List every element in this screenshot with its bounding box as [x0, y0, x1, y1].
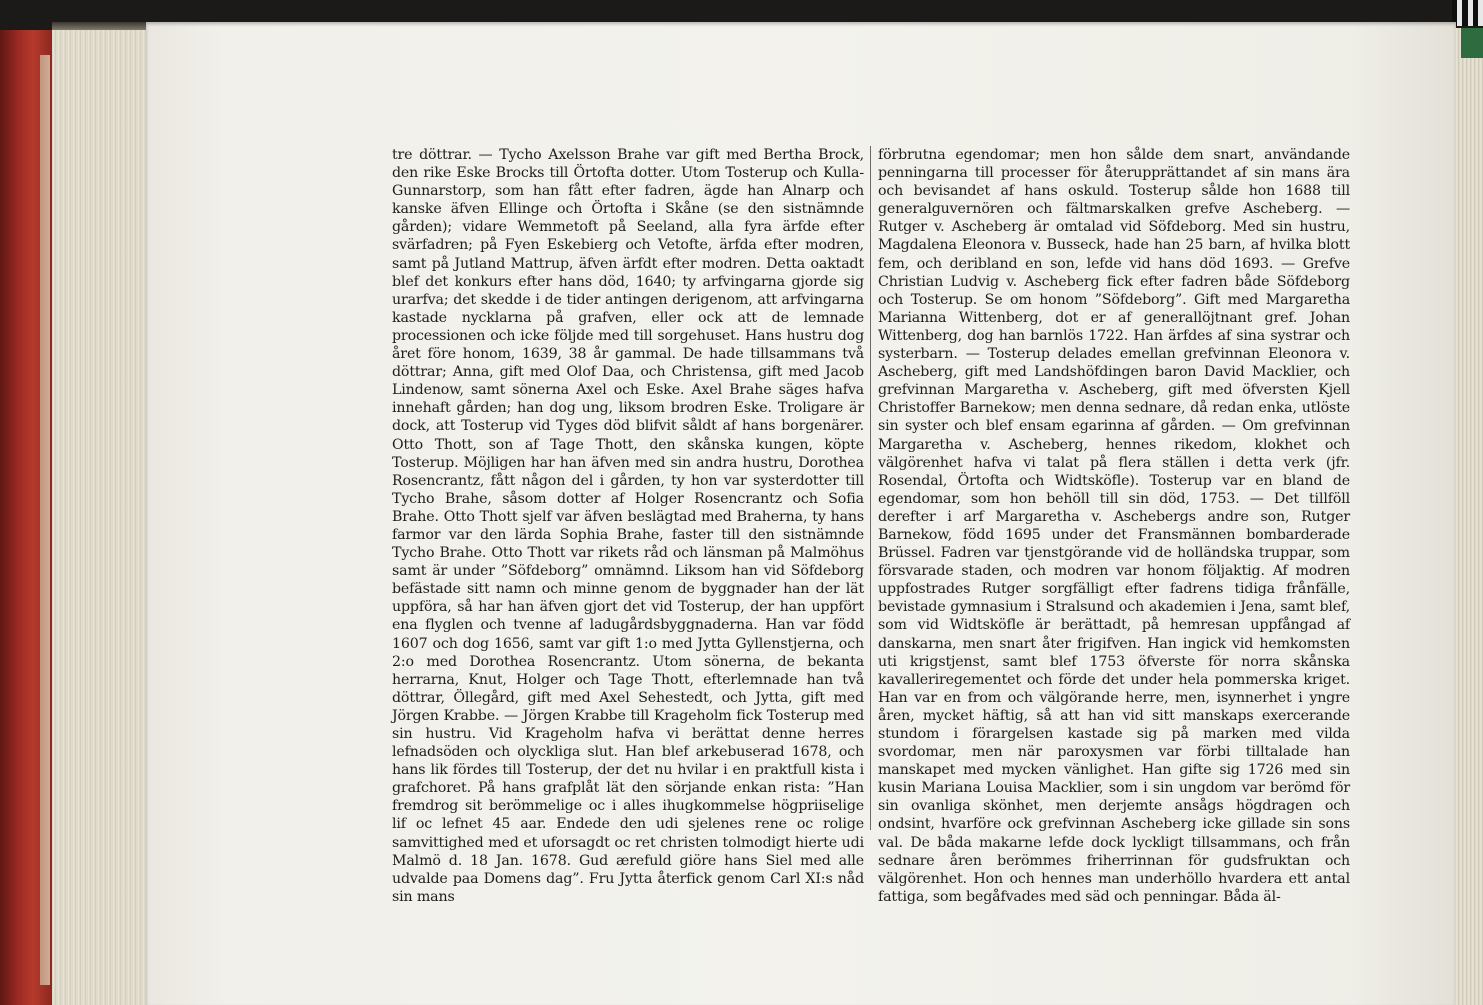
cover-edge: [40, 55, 50, 985]
page-stack-right: [1455, 28, 1483, 1005]
green-spine-mark: [1461, 28, 1483, 58]
text-column-right: [878, 146, 1350, 906]
book-cover: [0, 30, 60, 1005]
calibration-ruler: [1452, 0, 1483, 26]
text-column-left: [392, 146, 864, 906]
page-stack-left: [52, 30, 148, 1005]
column-divider: [870, 146, 871, 830]
right-column-text: förbrutna egendomar; men hon sålde dem snart, användande penningarna till processer för återupprättandet af sin mans ära och bevisandet af hans oskuld. Tosterup sålde hon 1688 till generalguvernören och fältmarskalken grefve Ascheberg. — Rutger v. Ascheberg är omtalad vid Söfdeborg. Med sin hustru, Magdalena Eleonora v. Busseck, hade han 25 barn, af hvilka blott fem, och deribland en son, lefde vid hans död 1693. — Grefve Christian Ludvig v. Ascheberg fick efter fadren både Söfdeborg och Tosterup. Se om honom ”Söfdeborg”. Gift med Margaretha Marianna Wittenberg, dot er af generallöjtnant gref. Johan Wittenberg, dog han barnlös 1722. Han ärfdes af sina systrar och systerbarn. — Tosterup delades emellan grefvinnan Eleonora v. Ascheberg, gift med Landshöfdingen baron David Macklier, och grefvinnan Margaretha v. Ascheberg, gift med öfversten Kjell Christoffer Barnekow; men denna sednare, då redan enka, utlöste sin syster och blef ensam egarinna af gården. — Om grefvinnan Margaretha v. Ascheberg, hennes rikedom, klokhet och välgörenhet hafva vi talat på flera ställen i detta verk (jfr. Rosendal, Örtofta och Widtsköfle). Tosterup var en bland de egendomar, som hon behöll till sin död, 1753. — Det tillföll derefter i arf Margaretha v. Aschebergs andre son, Rutger Barnekow, född 1695 under det Fransmännen bombarderade Brüssel. Fadren var tjenstgörande vid de holländska truppar, som försvarade staden, och modren var honom följaktig. Af modren uppfostrades Rutger sorgfälligt efter fadrens tidiga frånfälle, bevistade gymnasium i Stralsund och akademien i Jena, samt blef, som vid Widtsköfle är berättadt, på hemresan uppfångad af danskarna, men snart åter frigifven. Han ingick vid hemkomsten uti krigstjenst, samt blef 1753 öfverste för norra skånska kavalleriregementet och förde det under hela pommerska kriget. Han var en from och välgörande herre, men, isynnerhet i yngre åren, mycket häftig, så att han vid sitt manskaps exercerande stundom i förargelsen kastade sig på marken med vilda svordomar, men när paroxysmen var förbi tilltalade han manskapet med mycken vänlighet. Han gifte sig 1726 med sin kusin Mariana Louisa Macklier, som i sin ungdom var berömd för sin ovanliga skönhet, men derjemte ansågs högdragen och ondsint, hvarföre ock grefvinnan Ascheberg icke gillade sin sons val. De båda makarne lefde dock lyckligt tillsammans, och från sednare åren berömmes friherrinnan för gudsfruktan och välgörenhet. Hon och hennes man underhöllo hvardera ett antal fattiga, som begåfvades med säd och penningar. Båda äl-: [878, 147, 1350, 905]
left-column-text: tre döttrar. — Tycho Axelsson Brahe var gift med Bertha Brock, den rike Eske Brocks till Örtofta dotter. Utom Tosterup och Kulla-Gunnarstorp, som han fått efter fadren, ägde han Alnarp och kanske äfven Ellinge och Örtofta i Skåne (se den sistnämnde gården); vidare Wemmetoft på Seeland, alla fyra ärfde efter svärfadren; på Fyen Eskebierg och Vetofte, ärfda efter modren, samt på Jutland Mattrup, äfven ärfdt efter modren. Detta oaktadt blef det konkurs efter hans död, 1640; ty arfvingarna gjorde sig urarfva; det skedde i de tider antingen derigenom, att arfvingarna kastade nycklarna på grafven, eller ock att de lemnade processionen och icke följde med till sorgehuset. Hans hustru dog året före honom, 1639, 38 år gammal. De hade tillsammans två döttrar; Anna, gift med Olof Daa, och Christensa, gift med Jacob Lindenow, samt sönerna Axel och Eske. Axel Brahe säges hafva innehaft gården; han dog ung, liksom brodren Eske. Troligare är dock, att Tosterup vid Tyges död blifvit såldt af hans borgenärer. Otto Thott, son af Tage Thott, den skånska kungen, köpte Tosterup. Möjligen har han äfven med sin andra hustru, Dorothea Rosencrantz, fått någon del i gården, ty hon var systerdotter till Tycho Brahe, såsom dotter af Holger Rosencrantz och Sofia Brahe. Otto Thott sjelf var äfven beslägtad med Braherna, ty hans farmor var den lärda Sophia Brahe, faster till den sistnämnde Tycho Brahe. Otto Thott var rikets råd och länsman på Malmöhus samt är under ”Söfdeborg” omnämnd. Liksom han vid Söfdeborg befästade sitt namn och minne genom de byggnader han der lät uppföra, så har han äfven gjort det vid Tosterup, der han uppfört ena flyglen och tvenne af ladugårdsbyggnaderna. Han var född 1607 och dog 1656, samt var gift 1:o med Jytta Gyllenstjerna, och 2:o med Dorothea Rosencrantz. Utom sönerna, de bekanta herrarna, Knut, Holger och Tage Thott, efterlemnade han två döttrar, Öllegård, gift med Axel Sehestedt, och Jytta, gift med Jörgen Krabbe. — Jörgen Krabbe till Krageholm fick Tosterup med sin hustru. Vid Krageholm hafva vi berättat denne herres lefnadsöden och olyckliga slut. Han blef arkebuserad 1678, och hans lik fördes till Tosterup, der det nu hvilar i en praktfull kista i grafchoret. På hans grafplåt lät den sörjande enkan rista: ”Han fremdrog sit berömmelige oc i alles ihugkommelse högpriiselige lif oc lefnet 45 aar. Endede den udi sjelenes rene oc rolige samvittighed med et uforsagdt oc ret christen tolmodigt hierte udi Malmö d. 18 Jan. 1678. Gud ærefuld giöre hans Siel med alle udvalde paa Domens dag”. Fru Jytta återfick genom Carl XI:s nåd sin mans: [392, 147, 864, 905]
